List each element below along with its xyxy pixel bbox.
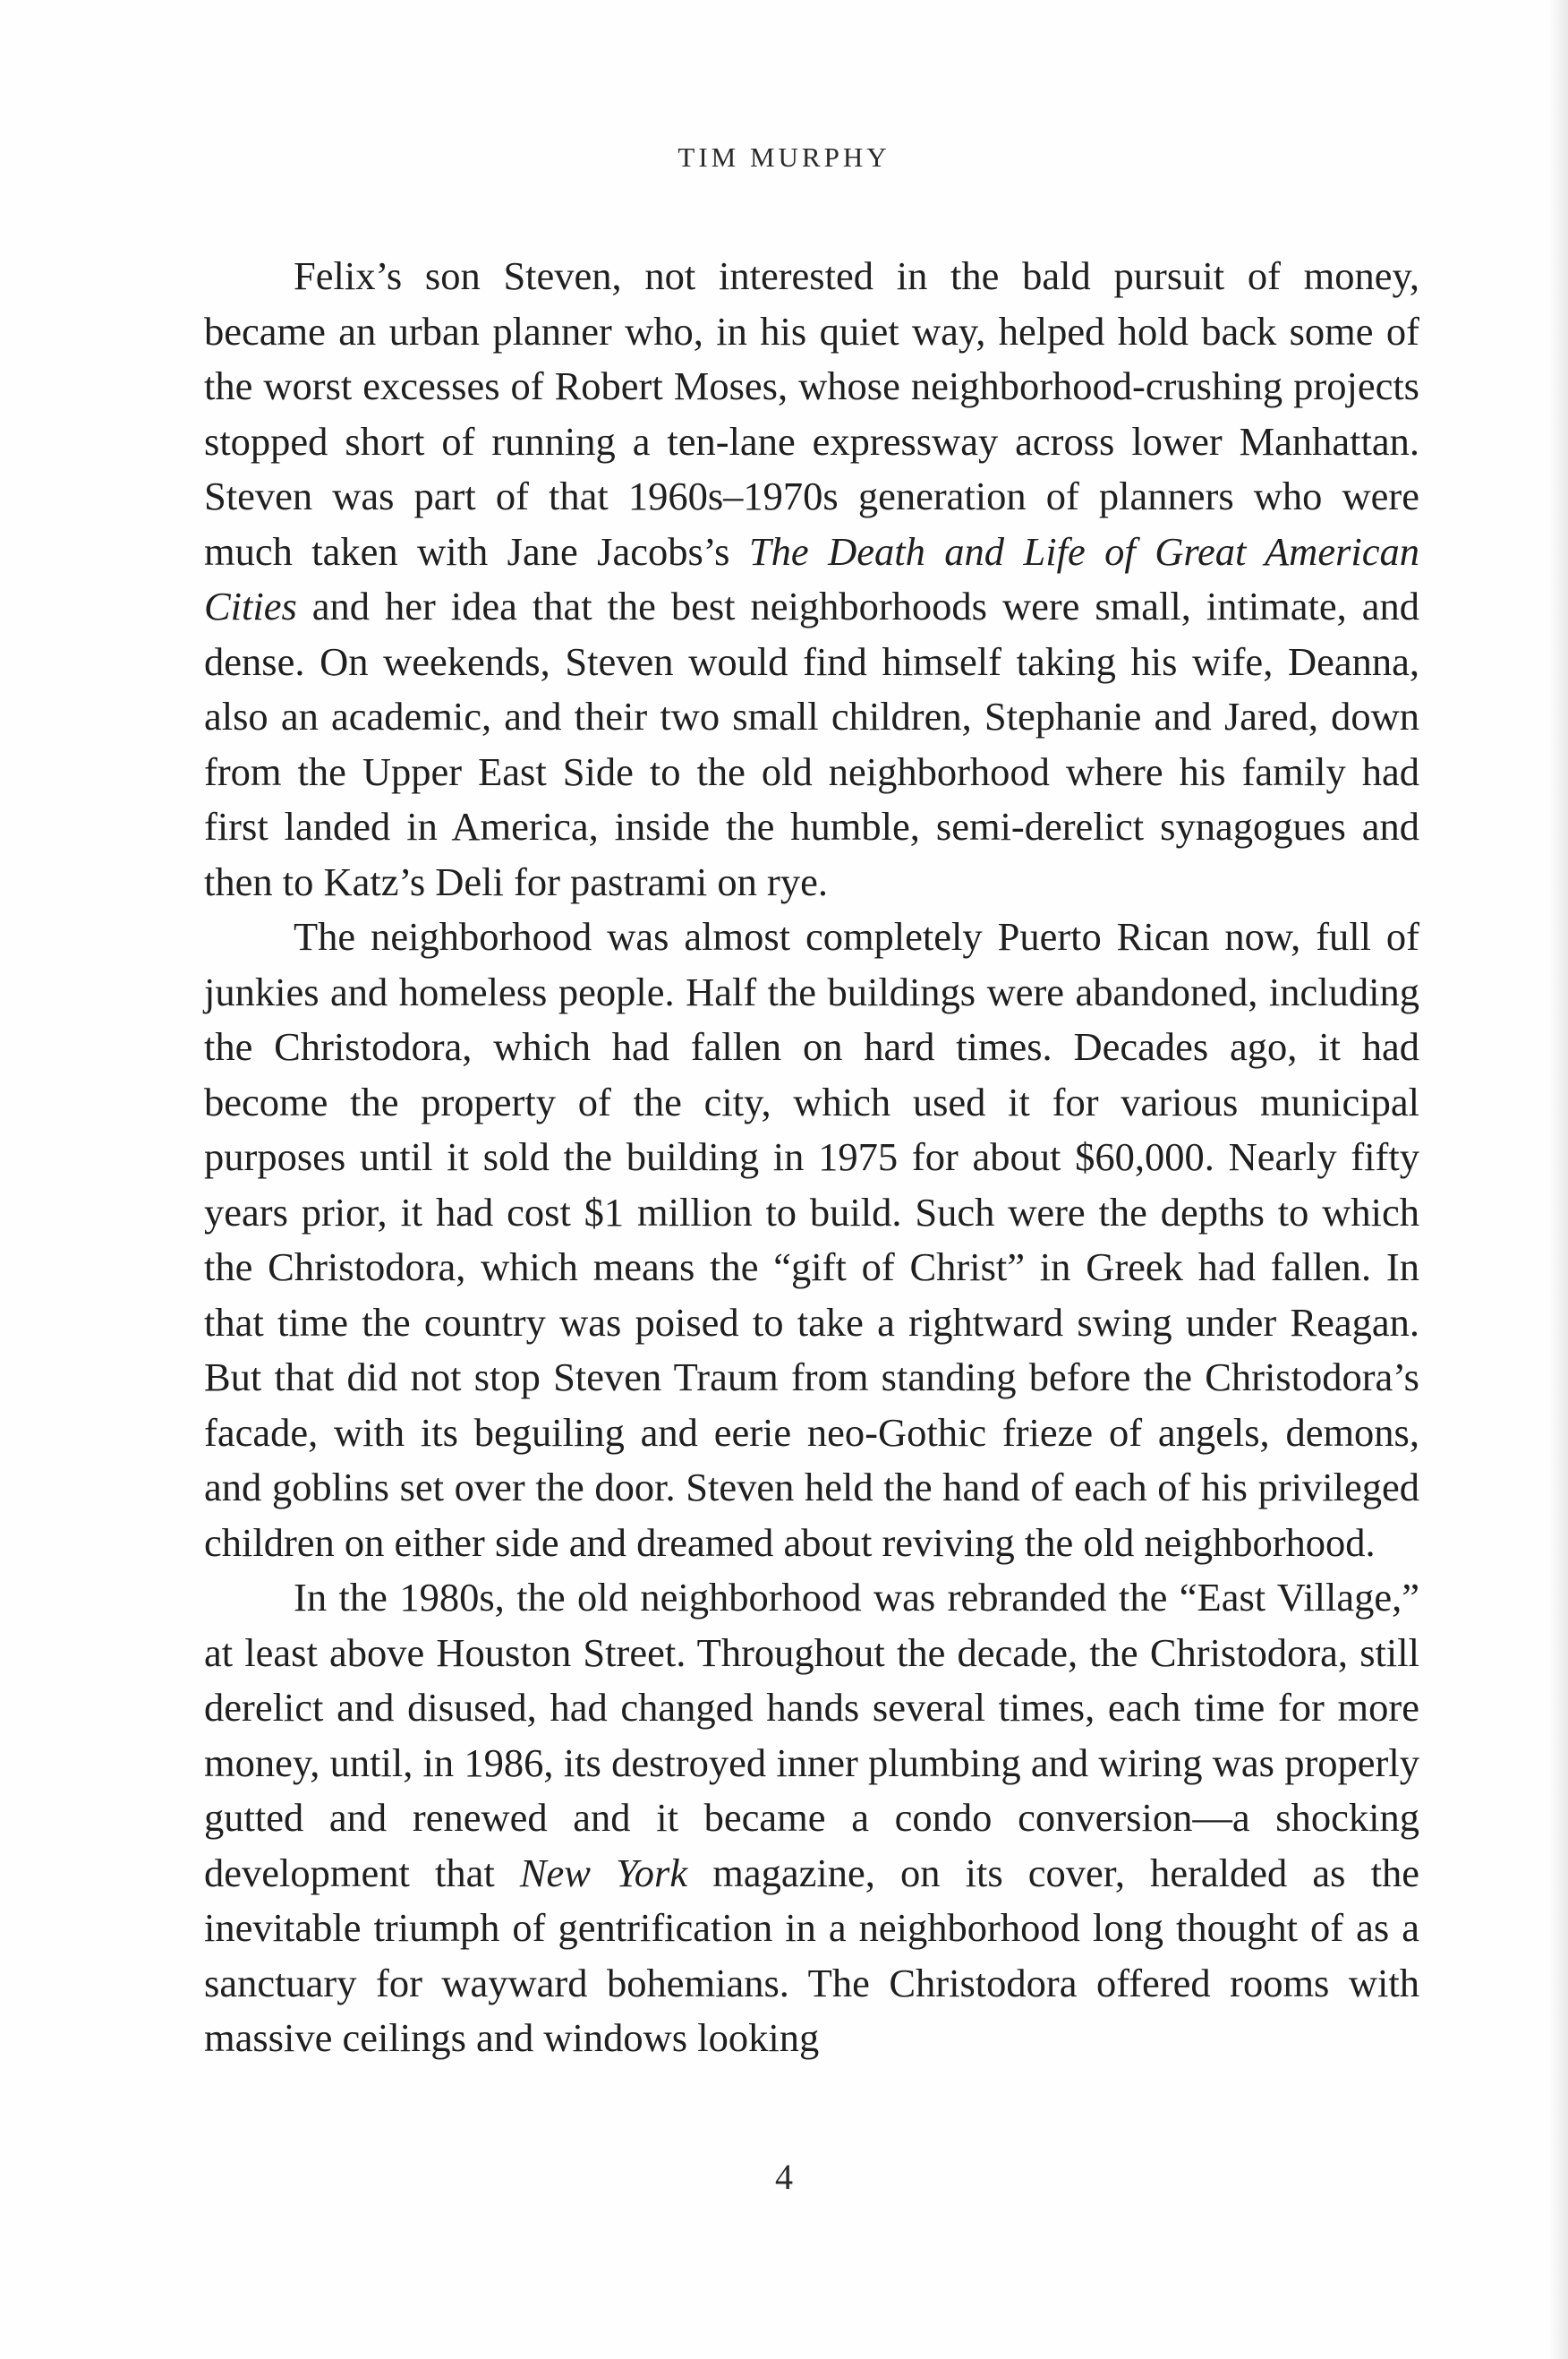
body-text xyxy=(204,249,1419,2066)
paragraph-3 xyxy=(204,1570,1419,2066)
paragraph-1 xyxy=(204,249,1419,910)
paragraph-3-text-b: magazine, on its cover, heralded as the inevitable triumph of gentrification in a neighborhood long thought of as a sanctuary for wayward bohemians. The Christodora offered rooms with massive ceilings and windows looking xyxy=(204,1850,1419,2060)
page-edge-shadow xyxy=(1548,0,1568,2359)
page-number: 4 xyxy=(775,2157,793,2197)
paragraph-2-text: The neighborhood was almost completely Puerto Rican now, full of junkies and homeless people. Half the buildings were abandoned, including the Christodora, which had fallen on hard times. Decades ago, it had become the property of the city, which used it for various municipal purposes until it sold the building in 1975 for about $60,000. Nearly fifty years prior, it had cost $1 million to build. Such were the depths to which the Christodora, which means the “gift of Christ” in Greek had fallen. In that time the country was poised to take a rightward swing under Reagan. But that did not stop Steven Traum from standing before the Christodora’s facade, with its beguiling and eerie neo-Gothic frieze of angels, demons, and goblins set over the door. Steven held the hand of each of his privileged children on either side and dreamed about reviving the old neighborhood. xyxy=(204,914,1419,1565)
running-head: TIM MURPHY xyxy=(677,141,891,173)
book-title-italic: The Death and Life of Great American Cities xyxy=(204,528,1419,628)
magazine-title-italic: New York xyxy=(519,1850,688,1895)
paragraph-1-text-a: Felix’s son Steven, not interested in the bald pursuit of money, became an urban planner who, in his quiet way, helped hold back some of the worst excesses of Robert Moses, whose neighborhood-crushing projects stopped short of running a ten-lane expressway across lower Manhattan. Steven was part of that 1960s–1970s generation of planners who were much taken with Jane Jacobs’s xyxy=(204,253,1419,574)
paragraph-3-text-a: In the 1980s, the old neighborhood was rebranded the “East Village,” at least above Houston Street. Throughout the decade, the Christodora, still derelict and disused, had changed hands several times, each time for more money, until, in 1986, its destroyed inner plumbing and wiring was properly gutted and renewed and it became a condo conversion—a shocking development that xyxy=(204,1575,1419,1895)
paragraph-1-text-b: and her idea that the best neighborhoods were small, intimate, and dense. On weekends, Steven would find himself taking his wife, Deanna, also an academic, and their two small children, Stephanie and Jared, down from the Upper East Side to the old neighborhood where his family had first landed in America, inside the humble, semi-derelict synagogues and then to Katz’s Deli for pastrami on rye. xyxy=(204,584,1419,904)
paragraph-2 xyxy=(204,910,1419,1570)
